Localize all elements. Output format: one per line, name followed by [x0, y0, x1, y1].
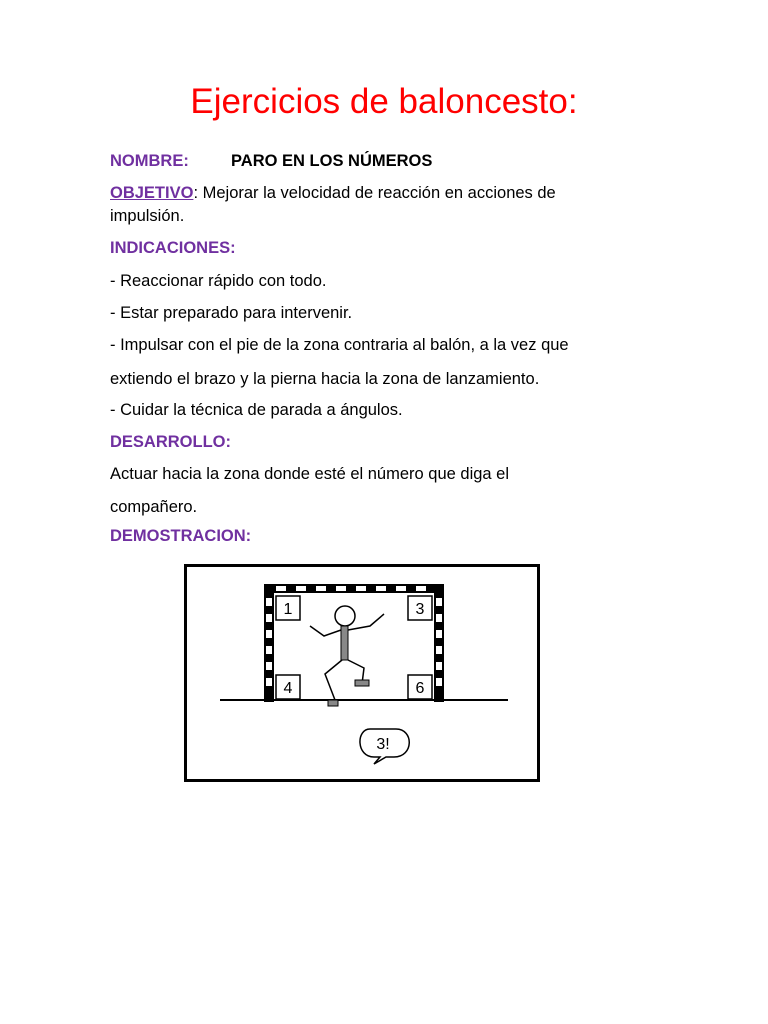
desarrollo-text-line2: compañero. — [110, 498, 198, 516]
nombre-label: NOMBRE: — [110, 152, 189, 170]
svg-text:3: 3 — [415, 601, 425, 618]
svg-text:4: 4 — [283, 680, 293, 697]
desarrollo-text-line1: Actuar hacia la zona donde esté el número que diga el — [110, 465, 510, 483]
number-box-4 — [276, 675, 300, 699]
speech-text: 3! — [376, 736, 390, 753]
indicacion-item: - Impulsar con el pie de la zona contraria al balón, a la vez que — [110, 336, 569, 354]
svg-text:6: 6 — [415, 680, 425, 697]
indicaciones-label: INDICACIONES: — [110, 239, 236, 257]
number-box-6 — [408, 675, 432, 699]
objetivo-text-line1: Mejorar la velocidad de reacción en acciones de — [202, 184, 556, 202]
objetivo-separator: : — [193, 184, 203, 202]
demostracion-label: DEMOSTRACION: — [110, 527, 252, 545]
nombre-value: PARO EN LOS NÚMEROS — [231, 152, 433, 170]
svg-text:1: 1 — [283, 601, 293, 618]
indicacion-item: - Cuidar la técnica de parada a ángulos. — [110, 401, 403, 419]
objetivo-text-line2: impulsión. — [110, 207, 185, 225]
indicacion-item: extiendo el brazo y la pierna hacia la zona de lanzamiento. — [110, 370, 540, 388]
number-box-3 — [408, 596, 432, 620]
page-title: Ejercicios de baloncesto: — [190, 82, 578, 121]
objetivo-row — [110, 182, 556, 204]
demonstration-diagram — [184, 564, 540, 782]
indicacion-item: - Reaccionar rápido con todo. — [110, 272, 327, 290]
desarrollo-label: DESARROLLO: — [110, 433, 231, 451]
number-box-1 — [276, 596, 300, 620]
nombre-row — [110, 150, 189, 172]
objetivo-label: OBJETIVO — [110, 184, 194, 202]
indicacion-item: - Estar preparado para intervenir. — [110, 304, 353, 322]
